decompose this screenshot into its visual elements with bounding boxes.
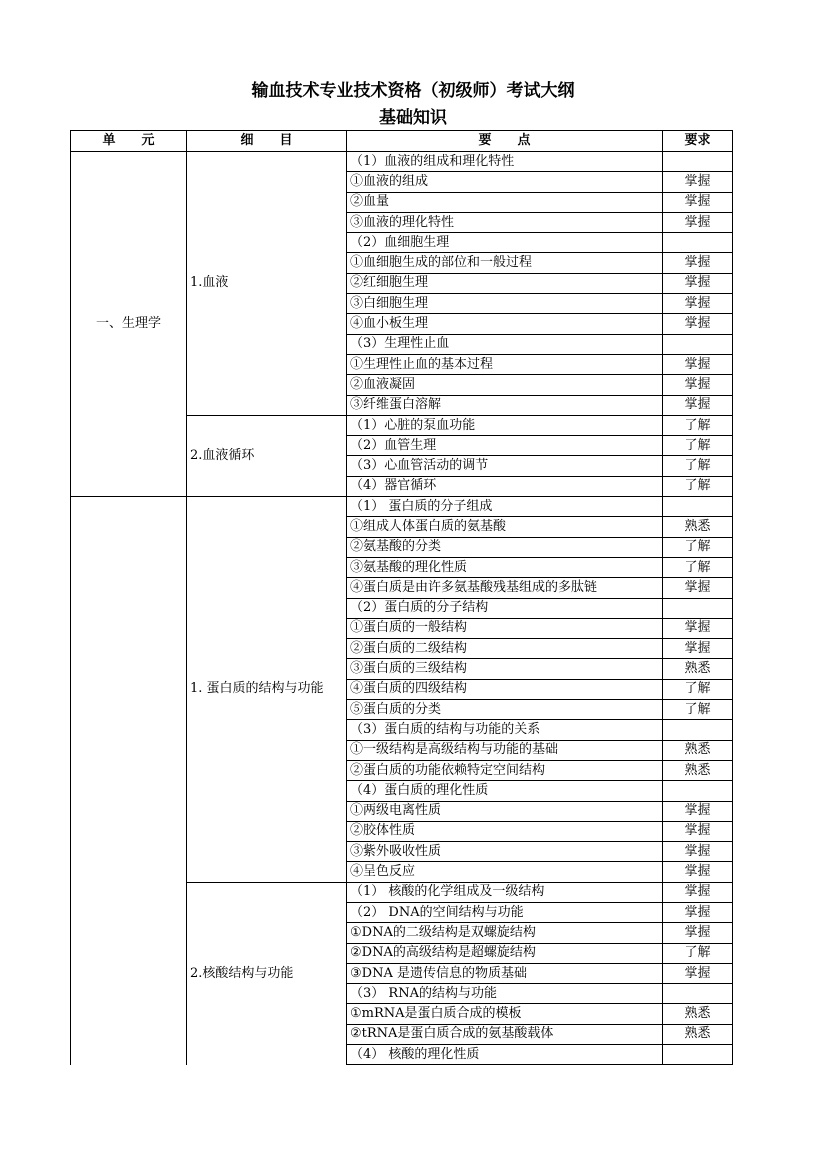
point-cell: ②血液凝固 (347, 375, 663, 395)
requirement-cell: 掌握 (663, 354, 733, 374)
point-cell: ②氨基酸的分类 (347, 537, 663, 557)
point-cell: ③DNA 是遗传信息的物质基础 (347, 963, 663, 983)
point-cell: ①蛋白质的一般结构 (347, 618, 663, 638)
requirement-cell: 了解 (663, 943, 733, 963)
item-cell: 2.核酸结构与功能 (187, 882, 347, 1065)
point-cell: ①生理性止血的基本过程 (347, 354, 663, 374)
point-cell: ①DNA的二级结构是双螺旋结构 (347, 923, 663, 943)
point-cell: （1） 蛋白质的分子组成 (347, 497, 663, 517)
point-cell: ①血细胞生成的部位和一般过程 (347, 253, 663, 273)
table-row (71, 497, 733, 517)
point-cell: （3） RNA的结构与功能 (347, 984, 663, 1004)
requirement-cell: 掌握 (663, 821, 733, 841)
header-point: 要 点 (347, 131, 663, 152)
unit-cell (71, 497, 187, 1065)
requirement-cell (663, 152, 733, 172)
requirement-cell: 掌握 (663, 578, 733, 598)
requirement-cell: 掌握 (663, 314, 733, 334)
point-cell: ③白细胞生理 (347, 294, 663, 314)
requirement-cell: 掌握 (663, 801, 733, 821)
point-cell: （2）蛋白质的分子结构 (347, 598, 663, 618)
requirement-cell: 熟悉 (663, 1004, 733, 1024)
requirement-cell: 了解 (663, 456, 733, 476)
point-cell: （3）生理性止血 (347, 334, 663, 354)
point-cell: ②蛋白质的功能依赖特定空间结构 (347, 760, 663, 780)
requirement-cell: 熟悉 (663, 1024, 733, 1044)
requirement-cell (663, 984, 733, 1004)
item-cell: 1. 蛋白质的结构与功能 (187, 497, 347, 883)
point-cell: ③血液的理化特性 (347, 212, 663, 232)
point-cell: （4） 核酸的理化性质 (347, 1045, 663, 1065)
point-cell: ①mRNA是蛋白质合成的模板 (347, 1004, 663, 1024)
requirement-cell (663, 334, 733, 354)
requirement-cell: 了解 (663, 476, 733, 496)
requirement-cell: 掌握 (663, 639, 733, 659)
requirement-cell: 了解 (663, 700, 733, 720)
point-cell: ④呈色反应 (347, 862, 663, 882)
point-cell: （2）血管生理 (347, 436, 663, 456)
header-unit: 单 元 (71, 131, 187, 152)
item-cell: 1.血液 (187, 152, 347, 416)
point-cell: （2） DNA的空间结构与功能 (347, 902, 663, 922)
requirement-cell: 熟悉 (663, 517, 733, 537)
item-cell: 2.血液循环 (187, 415, 347, 496)
point-cell: ②蛋白质的二级结构 (347, 639, 663, 659)
requirement-cell: 熟悉 (663, 659, 733, 679)
point-cell: ①组成人体蛋白质的氨基酸 (347, 517, 663, 537)
requirement-cell: 了解 (663, 415, 733, 435)
point-cell: ②tRNA是蛋白质合成的氨基酸载体 (347, 1024, 663, 1044)
requirement-cell (663, 233, 733, 253)
requirement-cell: 熟悉 (663, 740, 733, 760)
point-cell: （4）蛋白质的理化性质 (347, 781, 663, 801)
requirement-cell: 掌握 (663, 192, 733, 212)
point-cell: （4）器官循环 (347, 476, 663, 496)
header-item: 细 目 (187, 131, 347, 152)
requirement-cell (663, 1045, 733, 1065)
requirement-cell: 掌握 (663, 172, 733, 192)
point-cell: ④蛋白质的四级结构 (347, 679, 663, 699)
requirement-cell (663, 497, 733, 517)
point-cell: ②DNA的高级结构是超螺旋结构 (347, 943, 663, 963)
point-cell: ③紫外吸收性质 (347, 842, 663, 862)
header-row (71, 131, 733, 152)
table-row (71, 152, 733, 172)
requirement-cell: 了解 (663, 537, 733, 557)
point-cell: ②红细胞生理 (347, 273, 663, 293)
requirement-cell (663, 781, 733, 801)
point-cell: （2）血细胞生理 (347, 233, 663, 253)
header-requirement: 要求 (663, 131, 733, 152)
requirement-cell: 掌握 (663, 273, 733, 293)
point-cell: ③纤维蛋白溶解 (347, 395, 663, 415)
requirement-cell: 了解 (663, 679, 733, 699)
point-cell: （3）心血管活动的调节 (347, 456, 663, 476)
requirement-cell: 掌握 (663, 902, 733, 922)
point-cell: ④蛋白质是由许多氨基酸残基组成的多肽链 (347, 578, 663, 598)
requirement-cell: 掌握 (663, 963, 733, 983)
requirement-cell: 掌握 (663, 882, 733, 902)
requirement-cell: 掌握 (663, 923, 733, 943)
requirement-cell: 了解 (663, 557, 733, 577)
requirement-cell (663, 720, 733, 740)
requirement-cell: 掌握 (663, 862, 733, 882)
requirement-cell: 了解 (663, 436, 733, 456)
point-cell: （3）蛋白质的结构与功能的关系 (347, 720, 663, 740)
document-title: 输血技术专业技术资格（初级师）考试大纲 (251, 81, 575, 101)
requirement-cell: 掌握 (663, 375, 733, 395)
point-cell: ②血量 (347, 192, 663, 212)
point-cell: （1） 核酸的化学组成及一级结构 (347, 882, 663, 902)
requirement-cell: 掌握 (663, 842, 733, 862)
requirement-cell: 掌握 (663, 618, 733, 638)
point-cell: （1）心脏的泵血功能 (347, 415, 663, 435)
requirement-cell: 掌握 (663, 395, 733, 415)
point-cell: ①血液的组成 (347, 172, 663, 192)
syllabus-table (70, 130, 733, 1065)
requirement-cell: 掌握 (663, 294, 733, 314)
point-cell: ①两级电离性质 (347, 801, 663, 821)
document-subtitle: 基础知识 (379, 108, 447, 128)
point-cell: ④血小板生理 (347, 314, 663, 334)
point-cell: ⑤蛋白质的分类 (347, 700, 663, 720)
point-cell: ①一级结构是高级结构与功能的基础 (347, 740, 663, 760)
requirement-cell (663, 598, 733, 618)
point-cell: ③蛋白质的三级结构 (347, 659, 663, 679)
requirement-cell: 掌握 (663, 253, 733, 273)
point-cell: ③氨基酸的理化性质 (347, 557, 663, 577)
unit-cell: 一、生理学 (71, 152, 187, 497)
point-cell: ②胶体性质 (347, 821, 663, 841)
requirement-cell: 熟悉 (663, 760, 733, 780)
requirement-cell: 掌握 (663, 212, 733, 232)
point-cell: （1）血液的组成和理化特性 (347, 152, 663, 172)
